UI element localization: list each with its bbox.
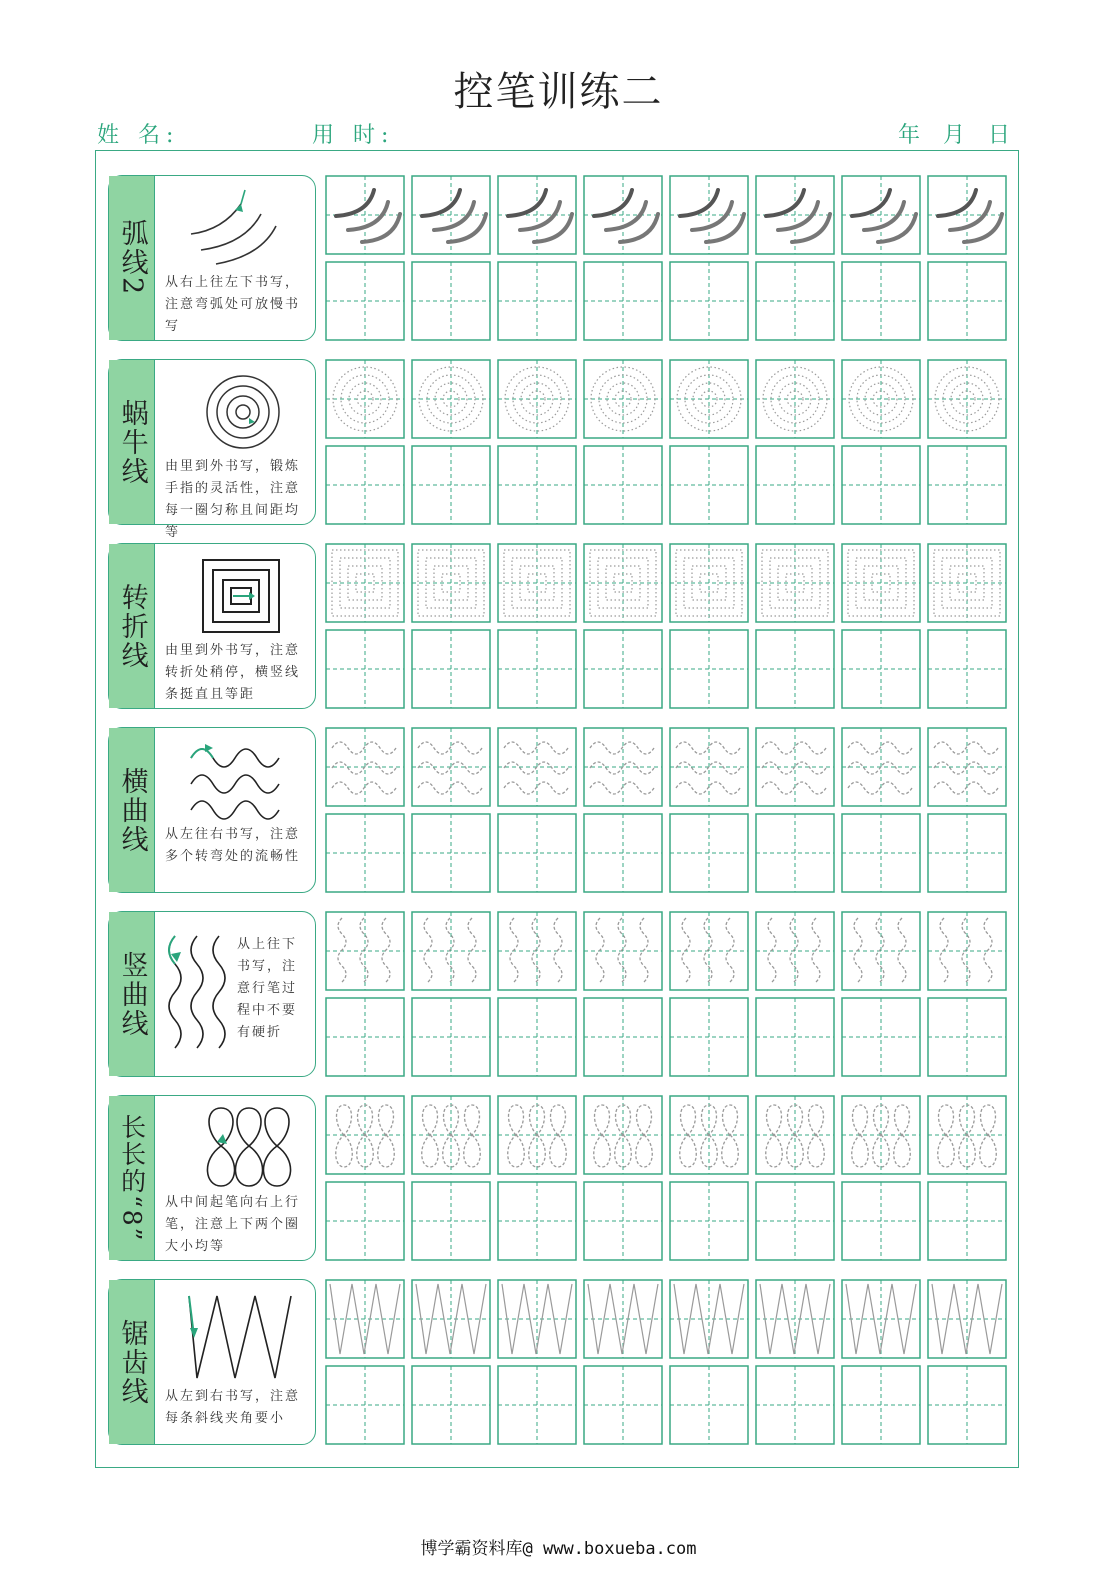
practice-cell[interactable] xyxy=(498,998,576,1076)
practice-cell[interactable] xyxy=(326,814,404,892)
practice-cell[interactable] xyxy=(412,360,490,438)
practice-cell[interactable] xyxy=(670,814,748,892)
practice-cell[interactable] xyxy=(498,176,576,254)
practice-cell[interactable] xyxy=(412,1182,490,1260)
practice-cell[interactable] xyxy=(326,1096,404,1174)
practice-cell[interactable] xyxy=(842,814,920,892)
practice-cell[interactable] xyxy=(928,1366,1006,1444)
practice-cell[interactable] xyxy=(498,544,576,622)
practice-cell[interactable] xyxy=(842,1366,920,1444)
row-title: 转折线 xyxy=(116,582,148,670)
practice-cell[interactable] xyxy=(842,912,920,990)
practice-cell[interactable] xyxy=(326,912,404,990)
practice-cell[interactable] xyxy=(928,1280,1006,1358)
name-label: 姓 名: xyxy=(97,123,180,148)
practice-cell[interactable] xyxy=(842,544,920,622)
practice-cell[interactable] xyxy=(928,998,1006,1076)
practice-cell[interactable] xyxy=(498,912,576,990)
practice-cell[interactable] xyxy=(842,998,920,1076)
practice-cell[interactable] xyxy=(756,446,834,524)
practice-cell[interactable] xyxy=(326,544,404,622)
practice-cell[interactable] xyxy=(498,814,576,892)
practice-cell[interactable] xyxy=(326,728,404,806)
practice-cell[interactable] xyxy=(412,998,490,1076)
row-description: 由里到外书写，锻炼手指的灵活性，注意每一圈匀称且间距均等 xyxy=(165,459,301,540)
practice-cell[interactable] xyxy=(756,998,834,1076)
practice-cell[interactable] xyxy=(584,360,662,438)
practice-cell[interactable] xyxy=(756,1280,834,1358)
practice-cell[interactable] xyxy=(670,1096,748,1174)
arc-lines-icon xyxy=(161,182,311,272)
practice-cell[interactable] xyxy=(756,360,834,438)
practice-cell[interactable] xyxy=(842,262,920,340)
practice-cell[interactable] xyxy=(928,544,1006,622)
practice-cell[interactable] xyxy=(842,176,920,254)
page-title: 控笔训练二 xyxy=(453,69,664,115)
practice-cell[interactable] xyxy=(842,1182,920,1260)
practice-cell[interactable] xyxy=(928,262,1006,340)
practice-cell[interactable] xyxy=(670,912,748,990)
practice-cell[interactable] xyxy=(498,1182,576,1260)
practice-cell[interactable] xyxy=(412,1280,490,1358)
practice-cell[interactable] xyxy=(412,544,490,622)
practice-cell[interactable] xyxy=(756,1366,834,1444)
vertical-wave-icon xyxy=(157,930,235,1060)
practice-cell[interactable] xyxy=(670,630,748,708)
practice-cell[interactable] xyxy=(756,544,834,622)
practice-cell[interactable] xyxy=(842,1096,920,1174)
row-description: 从上往下书写，注意行笔过程中不要有硬折 xyxy=(237,937,298,1040)
practice-cell[interactable] xyxy=(412,446,490,524)
practice-cell[interactable] xyxy=(928,176,1006,254)
practice-cell[interactable] xyxy=(412,262,490,340)
row-panel-turn xyxy=(108,543,316,709)
practice-cell[interactable] xyxy=(326,998,404,1076)
practice-cell[interactable] xyxy=(670,544,748,622)
practice-cell[interactable] xyxy=(670,262,748,340)
spiral-icon xyxy=(161,366,311,456)
row-title: 蜗牛线 xyxy=(116,398,148,486)
practice-cell[interactable] xyxy=(584,1182,662,1260)
practice-cell[interactable] xyxy=(412,912,490,990)
practice-cell[interactable] xyxy=(412,814,490,892)
practice-grid-hwave xyxy=(325,727,1007,893)
practice-cell[interactable] xyxy=(756,912,834,990)
practice-cell[interactable] xyxy=(756,814,834,892)
square-spiral-icon xyxy=(161,550,311,640)
practice-cell[interactable] xyxy=(584,446,662,524)
practice-cell[interactable] xyxy=(326,262,404,340)
practice-grid-vwave xyxy=(325,911,1007,1077)
practice-cell[interactable] xyxy=(584,176,662,254)
practice-grid-snail xyxy=(325,359,1007,525)
practice-cell[interactable] xyxy=(928,446,1006,524)
practice-cell[interactable] xyxy=(584,262,662,340)
practice-cell[interactable] xyxy=(584,630,662,708)
practice-cell[interactable] xyxy=(326,446,404,524)
practice-cell[interactable] xyxy=(928,814,1006,892)
row-panel-arc2 xyxy=(108,175,316,341)
time-label: 用 时: xyxy=(312,123,395,148)
practice-cell[interactable] xyxy=(326,360,404,438)
practice-cell[interactable] xyxy=(498,1096,576,1174)
row-description: 从右上往左下书写，注意弯弧处可放慢书写 xyxy=(165,275,301,334)
practice-cell[interactable] xyxy=(498,630,576,708)
practice-cell[interactable] xyxy=(412,1366,490,1444)
practice-cell[interactable] xyxy=(842,1280,920,1358)
row-panel-snail xyxy=(108,359,316,540)
horizontal-wave-icon xyxy=(161,734,311,824)
row-title: 竖曲线 xyxy=(116,950,148,1038)
practice-cell[interactable] xyxy=(326,1182,404,1260)
practice-cell[interactable] xyxy=(670,360,748,438)
practice-cell[interactable] xyxy=(756,262,834,340)
practice-cell[interactable] xyxy=(928,1096,1006,1174)
footer-watermark: 博学霸资料库@ www.boxueba.com xyxy=(420,1539,697,1559)
practice-grid-arc2 xyxy=(325,175,1007,341)
practice-cell[interactable] xyxy=(326,630,404,708)
practice-cell[interactable] xyxy=(670,1182,748,1260)
practice-cell[interactable] xyxy=(584,1096,662,1174)
practice-cell[interactable] xyxy=(498,360,576,438)
practice-cell[interactable] xyxy=(928,728,1006,806)
row-title: 长长的“8” xyxy=(117,1113,147,1243)
practice-cell[interactable] xyxy=(584,1280,662,1358)
practice-cell[interactable] xyxy=(326,1366,404,1444)
practice-cell[interactable] xyxy=(756,630,834,708)
practice-cell[interactable] xyxy=(498,262,576,340)
row-title: 锯齿线 xyxy=(116,1318,148,1406)
row-panel-zigzag xyxy=(108,1279,316,1445)
practice-cell[interactable] xyxy=(498,446,576,524)
practice-cell[interactable] xyxy=(670,176,748,254)
practice-cell[interactable] xyxy=(498,728,576,806)
date-label: 年 月 日 xyxy=(898,123,1018,148)
practice-cell[interactable] xyxy=(842,728,920,806)
practice-cell[interactable] xyxy=(842,630,920,708)
row-description: 从左往右书写，注意多个转弯处的流畅性 xyxy=(165,827,301,864)
practice-cell[interactable] xyxy=(756,1096,834,1174)
row-panel-eight xyxy=(108,1095,316,1261)
row-title: 横曲线 xyxy=(116,766,148,854)
practice-cell[interactable] xyxy=(412,630,490,708)
practice-cell[interactable] xyxy=(928,360,1006,438)
practice-grid-zigzag xyxy=(325,1279,1007,1445)
row-panel-hwave xyxy=(108,727,316,893)
row-description: 从中间起笔向右上行笔，注意上下两个圈大小均等 xyxy=(165,1195,301,1254)
practice-cell[interactable] xyxy=(584,1366,662,1444)
practice-cell[interactable] xyxy=(842,446,920,524)
row-description: 从左到右书写，注意每条斜线夹角要小 xyxy=(165,1389,301,1426)
practice-cell[interactable] xyxy=(670,728,748,806)
practice-cell[interactable] xyxy=(928,630,1006,708)
practice-grid-eight xyxy=(325,1095,1007,1261)
practice-cell[interactable] xyxy=(412,728,490,806)
practice-cell[interactable] xyxy=(670,1366,748,1444)
practice-cell[interactable] xyxy=(498,1366,576,1444)
practice-cell[interactable] xyxy=(670,446,748,524)
practice-cell[interactable] xyxy=(412,1096,490,1174)
row-description: 由里到外书写，注意转折处稍停，横竖线条挺直且等距 xyxy=(165,643,301,702)
practice-cell[interactable] xyxy=(584,814,662,892)
practice-cell[interactable] xyxy=(928,1182,1006,1260)
practice-cell[interactable] xyxy=(326,176,404,254)
practice-cell[interactable] xyxy=(584,998,662,1076)
practice-cell[interactable] xyxy=(412,176,490,254)
practice-cell[interactable] xyxy=(584,912,662,990)
practice-cell[interactable] xyxy=(756,1182,834,1260)
practice-cell[interactable] xyxy=(584,728,662,806)
practice-cell[interactable] xyxy=(326,1280,404,1358)
practice-cell[interactable] xyxy=(670,998,748,1076)
practice-cell[interactable] xyxy=(584,544,662,622)
row-title: 弧线2 xyxy=(116,219,148,297)
practice-grid-turn xyxy=(325,543,1007,709)
practice-cell[interactable] xyxy=(498,1280,576,1358)
practice-cell[interactable] xyxy=(756,728,834,806)
zigzag-icon xyxy=(161,1286,311,1376)
row-panel-vwave xyxy=(108,911,316,1077)
figure-eight-icon xyxy=(161,1102,311,1192)
practice-cell[interactable] xyxy=(928,912,1006,990)
practice-cell[interactable] xyxy=(842,360,920,438)
practice-cell[interactable] xyxy=(670,1280,748,1358)
practice-cell[interactable] xyxy=(756,176,834,254)
